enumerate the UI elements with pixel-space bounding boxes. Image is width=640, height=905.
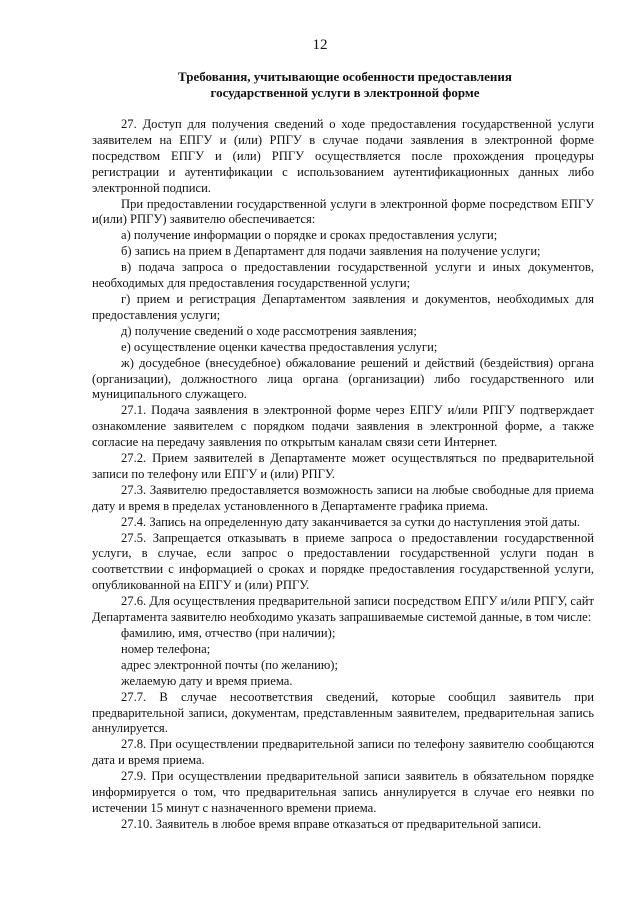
list-item-27-d: д) получение сведений о ходе рассмотрения заявления; — [121, 323, 417, 338]
paragraph-27-9: 27.9. При осуществлении предварительной записи заявитель в обязательном порядке информируется о том, что предварительная запись аннулируется в случае его неявки по истечении 15 минут с назначенного времени приема. — [92, 769, 594, 815]
required-data-list — [92, 626, 594, 690]
list-item-27-zh: ж) досудебное (внесудебное) обжалование решений и действий (бездействия) органа (организации), должностного лица органа (организации) либо государственного или муниципального служащего. — [92, 355, 594, 402]
list-item-27-v: в) подача запроса о предоставлении государственной услуги и иных документов, необходимых для предоставления государственной услуги; — [92, 260, 594, 291]
list-item: фамилию, имя, отчество (при наличии); — [121, 626, 336, 640]
list-item: адрес электронной почты (по желанию); — [121, 657, 338, 672]
document-body — [92, 117, 594, 833]
list-item-27-b: б) запись на прием в Департамент для подачи заявления на получение услуги; — [121, 244, 541, 259]
page-number: 12 — [312, 37, 328, 53]
section-heading-line-2: государственной услуги в электронной форме — [210, 85, 480, 100]
paragraph-27-intro: При предоставлении государственной услуги в электронной форме посредством ЕПГУ и(или) РПГУ) заявителю обеспечивается: — [92, 196, 594, 227]
paragraph-27-1: 27.1. Подача заявления в электронной форме через ЕПГУ и/или РПГУ подтверждает ознакомление заявителем с порядком подачи заявления в электронной форме, а также согласие на передачу заявления по открытым каналам связи сети Интернет. — [92, 403, 594, 450]
paragraph-27-6: 27.6. Для осуществления предварительной записи посредством ЕПГУ и/или РПГУ, сайт Департамента заявителю необходимо указать запрашиваемые системой данные, в том числе: — [92, 594, 594, 625]
paragraph-27-2: 27.2. Прием заявителей в Департаменте может осуществляться по предварительной записи по телефону или ЕПГУ и (или) РПГУ. — [92, 451, 594, 481]
paragraph-27-10: 27.10. Заявитель в любое время вправе отказаться от предварительной записи. — [121, 816, 542, 831]
list-item: желаемую дату и время приема. — [121, 673, 293, 688]
list-item-27-e: е) осуществление оценки качества предоставления услуги; — [121, 339, 438, 354]
paragraph-27: 27. Доступ для получения сведений о ходе предоставления государственной услуги заявителем на ЕПГУ и (или) РПГУ в случае подачи заявления в электронной форме посредством ЕПГУ и (или) РПГУ осуществляется после прохождения процедуры регистрации и аутентификации с использованием аутентификационных данных либо электронной подписи. — [92, 117, 594, 195]
section-heading — [80, 69, 610, 101]
list-item: номер телефона; — [121, 641, 211, 656]
list-item-27-a: а) получение информации о порядке и сроках предоставления услуги; — [121, 228, 498, 243]
paragraph-27-8: 27.8. При осуществлении предварительной записи по телефону заявителю сообщаются дата и время приема. — [92, 737, 594, 768]
paragraph-27-5: 27.5. Запрещается отказывать в приеме запроса о предоставлении государственной услуги, в случае, если запрос о предоставлении государственной услуги подан в соответствии с информацией о сроках и порядке предоставления государственной услуги, опубликованной на ЕПГУ и (или) РПГУ. — [92, 530, 594, 593]
list-item-27-g: г) прием и регистрация Департаментом заявления и документов, необходимых для предоставления услуги; — [92, 291, 594, 322]
paragraph-27-4: 27.4. Запись на определенную дату заканчивается за сутки до наступления этой даты. — [121, 514, 581, 529]
paragraph-27-3: 27.3. Заявителю предоставляется возможность записи на любые свободные для приема дату и время в пределах установленного в Департаменте графика приема. — [92, 482, 594, 513]
paragraph-27-7: 27.7. В случае несоответствия сведений, которые сообщил заявитель при предварительной записи, документам, представленным заявителем, предварительная запись аннулируется. — [92, 689, 594, 736]
section-heading-line-1: Требования, учитывающие особенности предоставления — [178, 69, 512, 84]
